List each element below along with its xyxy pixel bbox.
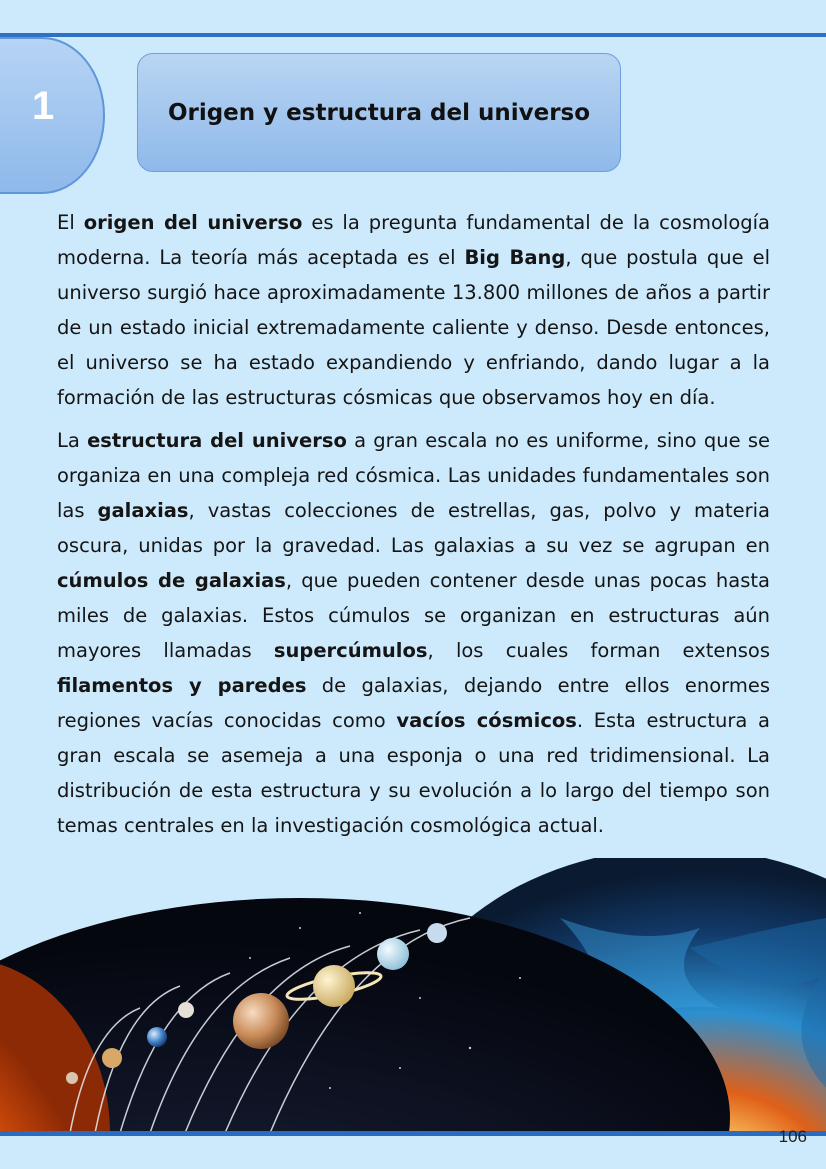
body-text <box>57 205 770 851</box>
bottom-rule <box>0 1131 826 1136</box>
text-run: , vastas colecciones de estrellas, gas, polvo y materia oscura, unidas por la gravedad. Las galaxias a su vez se agrupan en <box>57 499 770 557</box>
uranus <box>377 938 409 970</box>
mercury <box>66 1072 78 1084</box>
chapter-number: 1 <box>32 84 55 128</box>
bold-term: Big Bang <box>464 246 566 269</box>
bold-term: cúmulos de galaxias <box>57 569 286 592</box>
jupiter <box>233 993 289 1049</box>
paragraph-origin <box>57 205 770 415</box>
text-run: . Esta estructura a gran escala se asemeja a una esponja o una red tridimensional. La distribución de esta estructura y su evolución a lo largo del tiempo son temas centrales en la investigación cosmológica actual. <box>57 709 770 837</box>
text-run: El <box>57 211 84 234</box>
bold-term: filamentos y paredes <box>57 674 307 697</box>
text-run: , que pueden contener desde unas pocas hasta miles de galaxias. Estos cúmulos se organizan en estructuras aún mayores llamadas <box>57 569 770 662</box>
bold-term: origen del universo <box>83 211 303 234</box>
bold-term: vacíos cósmicos <box>396 709 577 732</box>
title-box <box>137 53 621 172</box>
text-run: de galaxias, dejando entre ellos enormes regiones vacías conocidas como <box>57 674 771 732</box>
paragraph-structure <box>57 423 770 843</box>
bold-term: supercúmulos <box>273 639 428 662</box>
text-run: , los cuales forman extensos <box>427 639 770 662</box>
bold-term: galaxias <box>97 499 189 522</box>
text-run: La <box>57 429 88 452</box>
solar-system-illustration <box>0 858 826 1133</box>
page-title: Origen y estructura del universo <box>167 99 591 126</box>
top-rule <box>0 33 826 37</box>
text-run: a gran escala no es uniforme, sino que se organiza en una compleja red cósmica. Las unidades fundamentales son las <box>57 429 770 522</box>
mars <box>178 1002 194 1018</box>
neptune <box>427 923 447 943</box>
earth <box>147 1027 167 1047</box>
text-run: , que postula que el universo surgió hace aproximadamente 13.800 millones de años a partir de un estado inicial extremadamente caliente y denso. Desde entonces, el universo se ha estado expandiendo y enfriando, dando lugar a la formación de las estructuras cósmicas que observamos hoy en día. <box>57 246 770 409</box>
page-number: 106 <box>778 1127 807 1146</box>
text-run: es la pregunta fundamental de la cosmología moderna. La teoría más aceptada es el <box>57 211 771 269</box>
bold-term: estructura del universo <box>87 429 347 452</box>
venus <box>102 1048 122 1068</box>
